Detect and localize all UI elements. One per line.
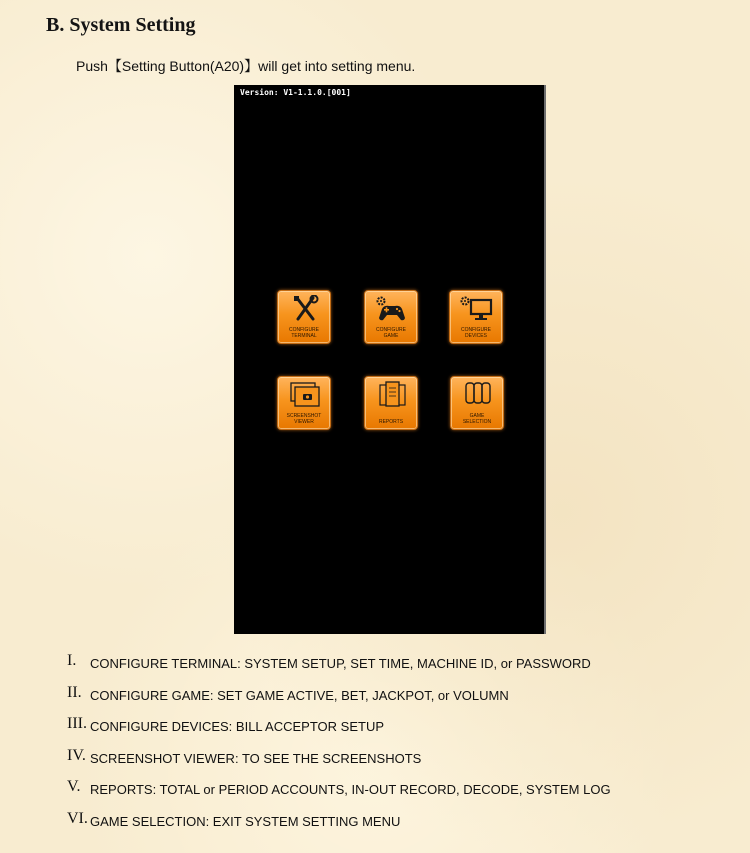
game-selection-button[interactable] (450, 376, 504, 430)
monitor-icon (457, 295, 497, 323)
intro-text: Push【Setting Button(A20)】will get into setting menu. (76, 58, 416, 74)
menu-label: CONFIGURE TERMINAL (289, 327, 319, 339)
description-text: CONFIGURE DEVICES: BILL ACCEPTOR SETUP (90, 719, 385, 734)
configure-game-button[interactable] (364, 290, 418, 344)
description-text: GAME SELECTION: EXIT SYSTEM SETTING MENU (90, 813, 401, 829)
menu-label: CONFIGURE DEVICES (461, 327, 491, 339)
menu-label: GAME SELECTION (462, 413, 492, 425)
configure-devices-button[interactable] (449, 290, 503, 344)
section-heading: B. System Setting (46, 14, 196, 36)
menu-label: CONFIGURE GAME (376, 327, 406, 339)
roman-numeral: V. (67, 778, 81, 795)
tools-icon (285, 295, 325, 323)
roman-numeral: IV. (67, 746, 86, 764)
description-text: CONFIGURE TERMINAL: SYSTEM SETUP, SET TIME, MACHINE ID, or PASSWORD (90, 656, 591, 671)
roman-numeral: III. (67, 715, 87, 732)
description-text: CONFIGURE GAME: SET GAME ACTIVE, BET, JACKPOT, or VOLUMN (90, 687, 509, 703)
documents-icon (372, 381, 412, 409)
gamepad-icon (372, 295, 412, 323)
menu-label: REPORTS (378, 419, 404, 425)
menu-label: SCREENSHOT VIEWER (286, 413, 322, 425)
camera-icon (285, 381, 325, 409)
reports-button[interactable] (364, 376, 418, 430)
roman-numeral: VI. (67, 809, 88, 827)
description-text: SCREENSHOT VIEWER: TO SEE THE SCREENSHOTS (90, 750, 422, 766)
version-label: Version: V1-1.1.0.[001] (240, 88, 351, 97)
configure-terminal-button[interactable] (277, 290, 331, 344)
setting-menu-screen (234, 85, 546, 634)
roman-numeral: I. (67, 652, 77, 669)
description-text: REPORTS: TOTAL or PERIOD ACCOUNTS, IN-OUT RECORD, DECODE, SYSTEM LOG (90, 782, 611, 797)
screenshot-viewer-button[interactable] (277, 376, 331, 430)
roman-numeral: II. (67, 683, 82, 701)
game-selection-icon (458, 381, 498, 409)
